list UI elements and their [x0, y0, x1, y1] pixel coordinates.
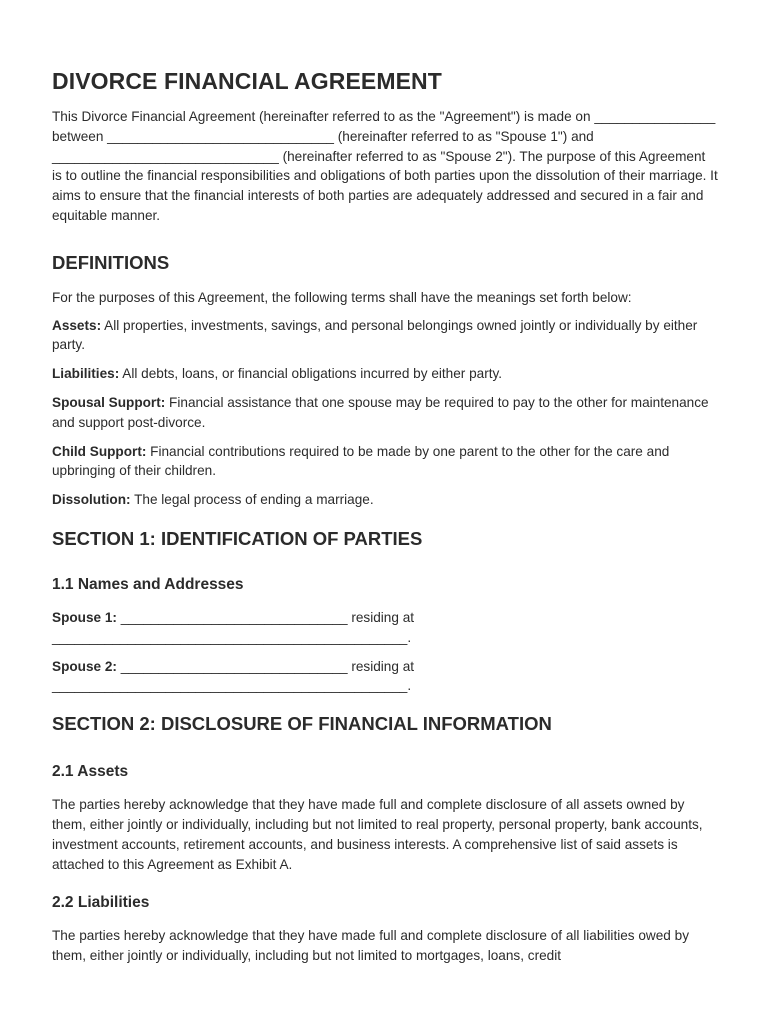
definition-term: Dissolution:: [52, 492, 131, 508]
definition-child-support: [52, 442, 718, 482]
definition-term: Spousal Support:: [52, 394, 166, 410]
definition-term: Child Support:: [52, 443, 147, 459]
definition-spousal-support: [52, 393, 718, 433]
spouse-label: Spouse 1:: [52, 609, 117, 625]
section-1-1-heading: 1.1 Names and Addresses: [52, 575, 244, 593]
definitions-intro: For the purposes of this Agreement, the following terms shall have the meanings set forth below:: [52, 289, 632, 305]
definition-liabilities: [52, 364, 718, 384]
section-1-heading: SECTION 1: IDENTIFICATION OF PARTIES: [52, 527, 423, 549]
definition-term: Liabilities:: [52, 366, 120, 382]
intro-paragraph: This Divorce Financial Agreement (hereinafter referred to as the "Agreement") is made on ________________ between ______________________________ (hereinafter referred to as "Spouse 1") and ______________________________ (hereinafter referred to as "Spouse 2"). The purpose of this Agreement is to outline the financial responsibilities and obligations of both parties upon the dissolution of their marriage. It aims to ensure that the financial interests of both parties are adequately addressed and secured in a fair and equitable manner.: [52, 109, 718, 223]
spouse-label: Spouse 2:: [52, 658, 117, 674]
document-title: DIVORCE FINANCIAL AGREEMENT: [52, 68, 442, 94]
spouse-fill-text: ______________________________ residing at _______________________________________________.: [52, 658, 415, 694]
definition-assets: [52, 316, 718, 356]
assets-paragraph: The parties hereby acknowledge that they have made full and complete disclosure of all assets owned by them, either jointly or individually, including but not limited to real property, personal property, bank accounts, investment accounts, retirement accounts, and business interests. A comprehensive list of said assets is attached to this Agreement as Exhibit A.: [52, 797, 703, 872]
section-2-2-heading: 2.2 Liabilities: [52, 894, 150, 912]
spouse-fill-text: ______________________________ residing at _______________________________________________.: [52, 609, 415, 645]
section-2-heading: SECTION 2: DISCLOSURE OF FINANCIAL INFORMATION: [52, 713, 552, 735]
spouse-1-line: [52, 608, 718, 648]
spouse-2-line: [52, 657, 718, 697]
definition-text: Financial contributions required to be made by one parent to the other for the care and upbringing of their children.: [52, 443, 670, 479]
definition-text: The legal process of ending a marriage.: [130, 492, 374, 508]
definitions-heading: DEFINITIONS: [52, 251, 170, 273]
definition-text: All debts, loans, or financial obligations incurred by either party.: [119, 366, 503, 382]
liabilities-paragraph: The parties hereby acknowledge that they have made full and complete disclosure of all liabilities owed by them, either jointly or individually, including but not limited to mortgages, loans, credit: [52, 928, 690, 964]
definition-dissolution: [52, 490, 718, 510]
definition-text: All properties, investments, savings, and personal belongings owned jointly or individually by either party.: [52, 317, 698, 353]
definition-text: Financial assistance that one spouse may be required to pay to the other for maintenance and support post-divorce.: [52, 394, 709, 430]
definition-term: Assets:: [52, 317, 102, 333]
section-2-1-heading: 2.1 Assets: [52, 763, 129, 781]
